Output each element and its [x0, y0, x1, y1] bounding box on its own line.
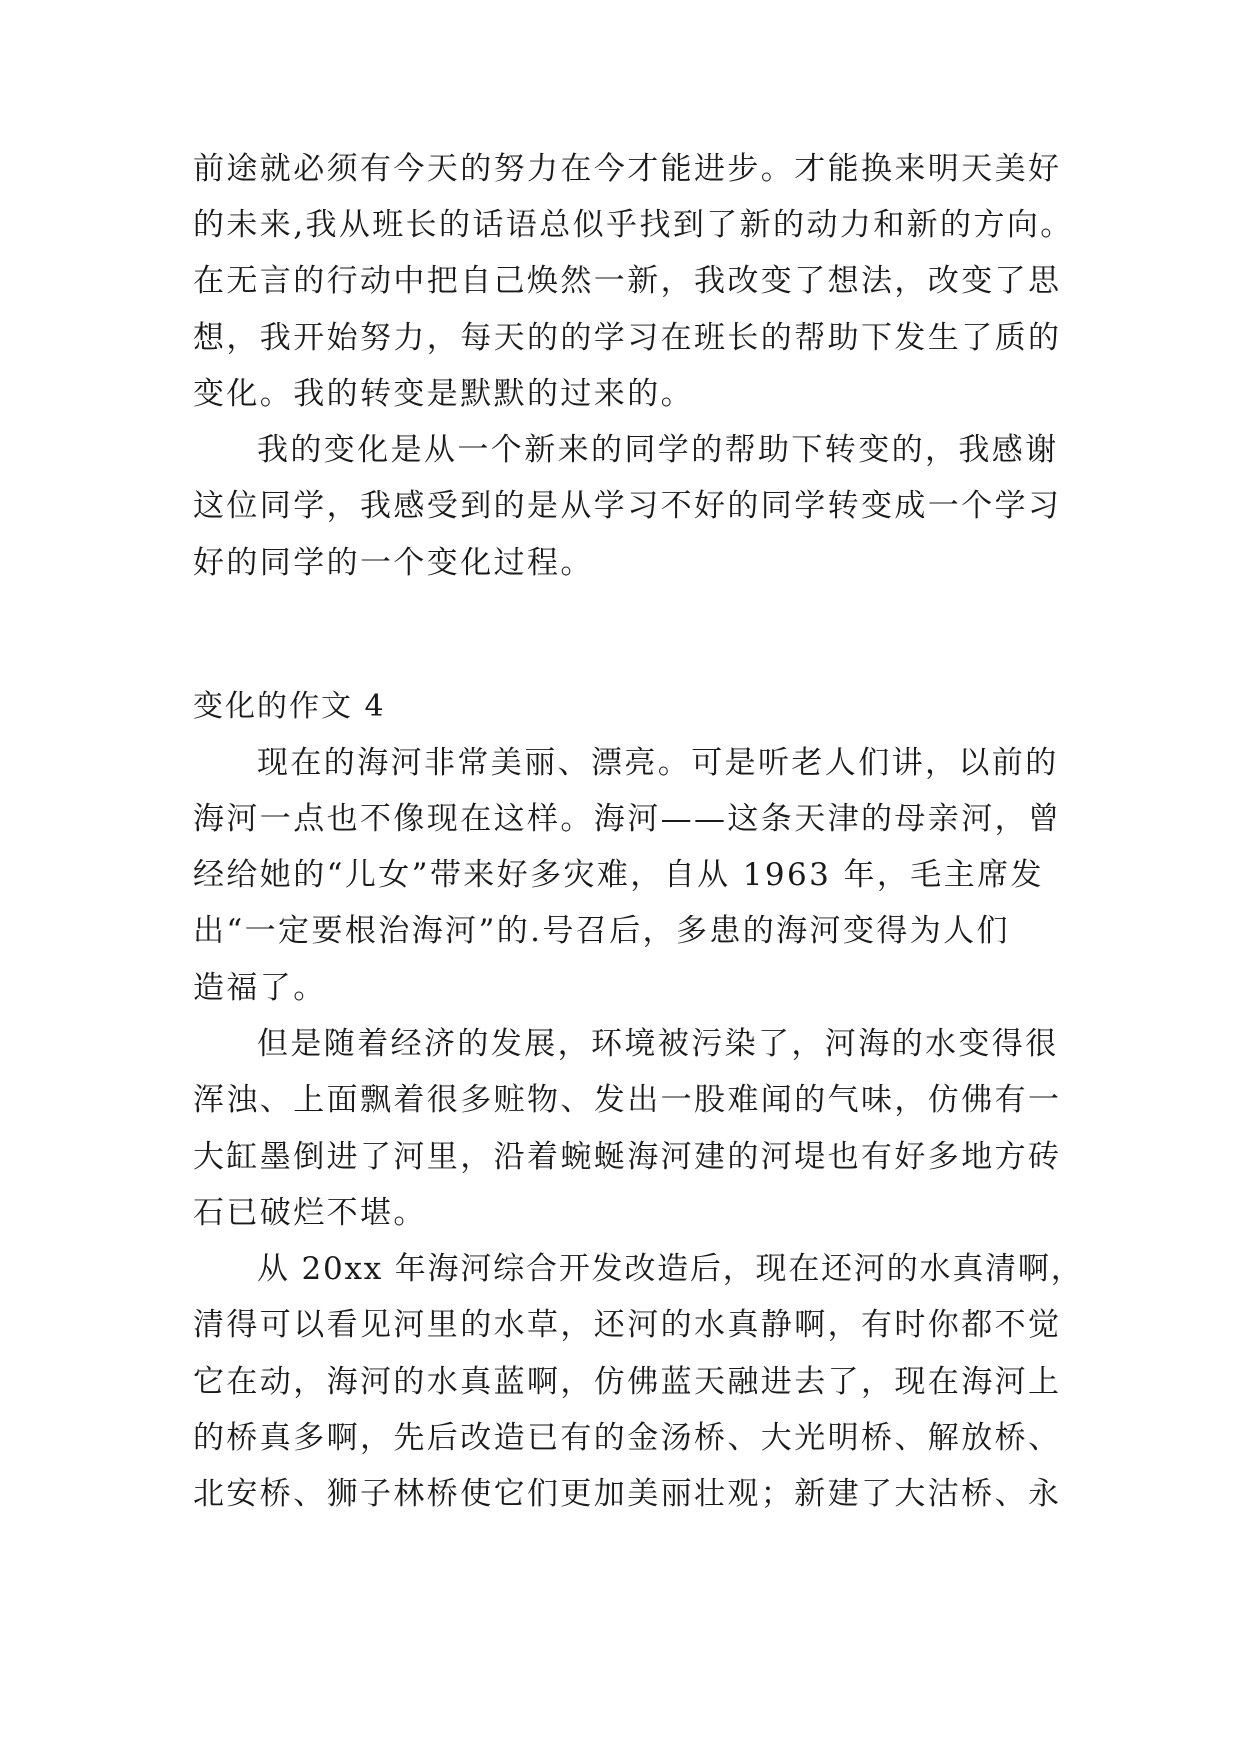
paragraph-line: 清得可以看见河里的水草，还河的水真静啊，有时你都不觉	[193, 1307, 1062, 1343]
paragraph-line: 北安桥、狮子林桥使它们更加美丽壮观；新建了大沽桥、永	[193, 1476, 1062, 1512]
paragraph-line: 浑浊、上面飘着很多赃物、发出一股难闻的气味，仿佛有一	[193, 1082, 1062, 1118]
paragraph-line: 变化。我的转变是默默的过来的。	[193, 376, 694, 412]
paragraph-line: 但是随着经济的发展，环境被污染了，河海的水变得很	[257, 1026, 1059, 1062]
paragraph-line: 大缸墨倒进了河里，沿着蜿蜒海河建的河堤也有好多地方砖	[193, 1139, 1062, 1175]
paragraph-line: 这位同学，我感受到的是从学习不好的同学转变成一个学习	[193, 488, 1062, 524]
paragraph-line: 想，我开始努力，每天的的学习在班长的帮助下发生了质的	[193, 320, 1062, 356]
paragraph-line: 的未来,我从班长的话语总似乎找到了新的动力和新的方向。	[193, 207, 1074, 243]
paragraph-line: 从 20xx 年海河综合开发改造后，现在还河的水真清啊，	[257, 1251, 1084, 1287]
paragraph-line: 造福了。	[193, 970, 327, 1006]
section-heading: 变化的作文 4	[193, 689, 386, 724]
paragraph-line: 出“一定要根治海河”的.号召后，多患的海河变得为人们	[193, 913, 1010, 949]
paragraph-line: 我的变化是从一个新来的同学的帮助下转变的，我感谢	[257, 432, 1059, 468]
paragraph-line: 它在动，海河的水真蓝啊，仿佛蓝天融进去了，现在海河上	[193, 1364, 1062, 1400]
paragraph-line: 在无言的行动中把自己焕然一新，我改变了想法，改变了思	[193, 263, 1062, 299]
paragraph-line: 海河一点也不像现在这样。海河——这条天津的母亲河，曾	[193, 801, 1062, 837]
paragraph-line: 经给她的“儿女”带来好多灾难，自从 1963 年，毛主席发	[193, 857, 1044, 893]
paragraph-line: 石已破烂不堪。	[193, 1195, 427, 1231]
paragraph-line: 的桥真多啊，先后改造已有的金汤桥、大光明桥、解放桥、	[193, 1420, 1062, 1456]
paragraph-line: 现在的海河非常美丽、漂亮。可是听老人们讲，以前的	[257, 745, 1059, 781]
paragraph-line: 前途就必须有今天的努力在今才能进步。才能换来明天美好	[193, 151, 1062, 187]
paragraph-line: 好的同学的一个变化过程。	[193, 545, 594, 581]
